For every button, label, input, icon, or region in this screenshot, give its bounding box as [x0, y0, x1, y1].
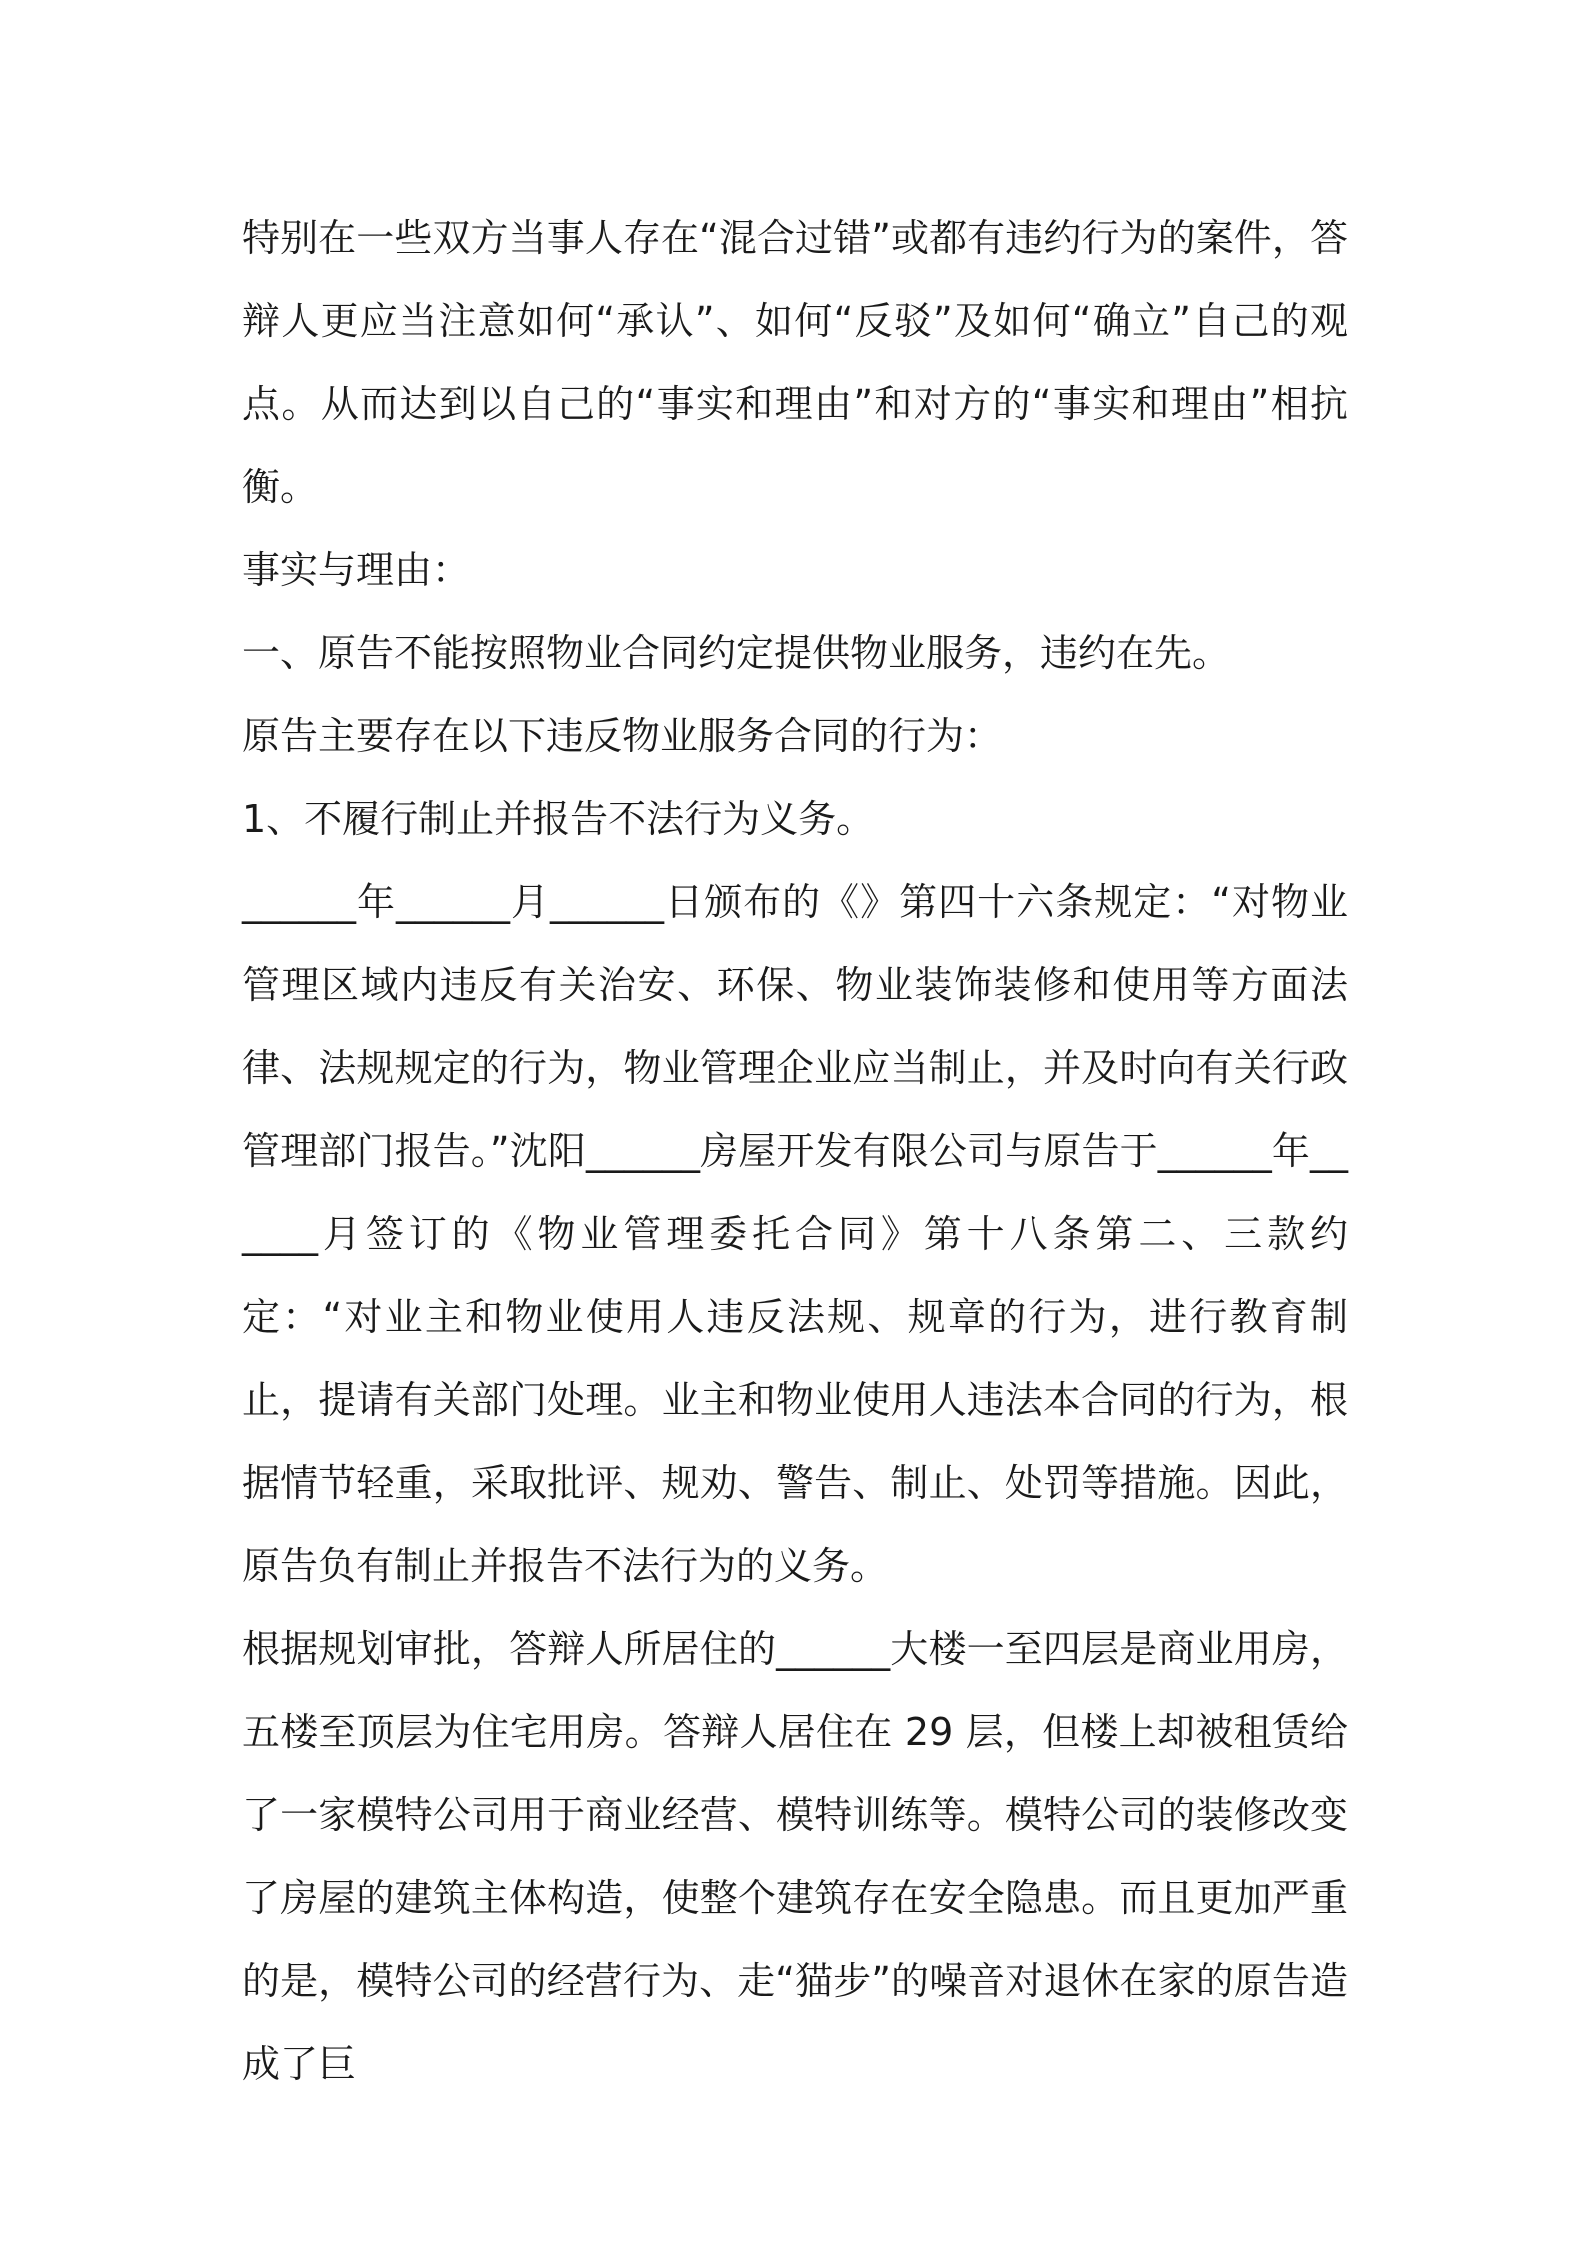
- section-heading-facts: 事实与理由：: [242, 548, 471, 592]
- list-item-1: 1、不履行制止并报告不法行为义务。: [242, 797, 875, 841]
- paragraph-planning: 根据规划审批，答辩人所居住的______大楼一至四层是商业用房，五楼至顶层为住宅用房。答辩人居住在 29 层，但楼上却被租赁给了一家模特公司用于商业经营、模特训练等。模特公司的装修改变了房屋的建筑主体构造，使整个建筑存在安全隐患。而且更加严重的是，模特公司的经营行为、走“猫步”的噪音对退休在家的原告造成了巨: [242, 1627, 1348, 2086]
- document-body: [242, 197, 1348, 2106]
- paragraph-intro: 特别在一些双方当事人存在“混合过错”或都有违约行为的案件，答辩人更应当注意如何“承认”、如何“反驳”及如何“确立”自己的观点。从而达到以自己的“事实和理由”和对方的“事实和理由”相抗衡。: [242, 216, 1348, 509]
- section-heading-1: 一、原告不能按照物业合同约定提供物业服务，违约在先。: [242, 631, 1231, 675]
- paragraph-violations-intro: 原告主要存在以下违反物业服务合同的行为：: [242, 714, 1003, 758]
- paragraph-regulation: ______年______月______日颁布的《》第四十六条规定：“对物业管理区域内违反有关治安、环保、物业装饰装修和使用等方面法律、法规规定的行为，物业管理企业应当制止，并及时向有关行政管理部门报告。”沈阳______房屋开发有限公司与原告于______年______月签订的《物业管理委托合同》第十八条第二、三款约定：“对业主和物业使用人违反法规、规章的行为，进行教育制止，提请有关部门处理。业主和物业使用人违法本合同的行为，根据情节轻重，采取批评、规劝、警告、制止、处罚等措施。因此，原告负有制止并报告不法行为的义务。: [242, 880, 1348, 1588]
